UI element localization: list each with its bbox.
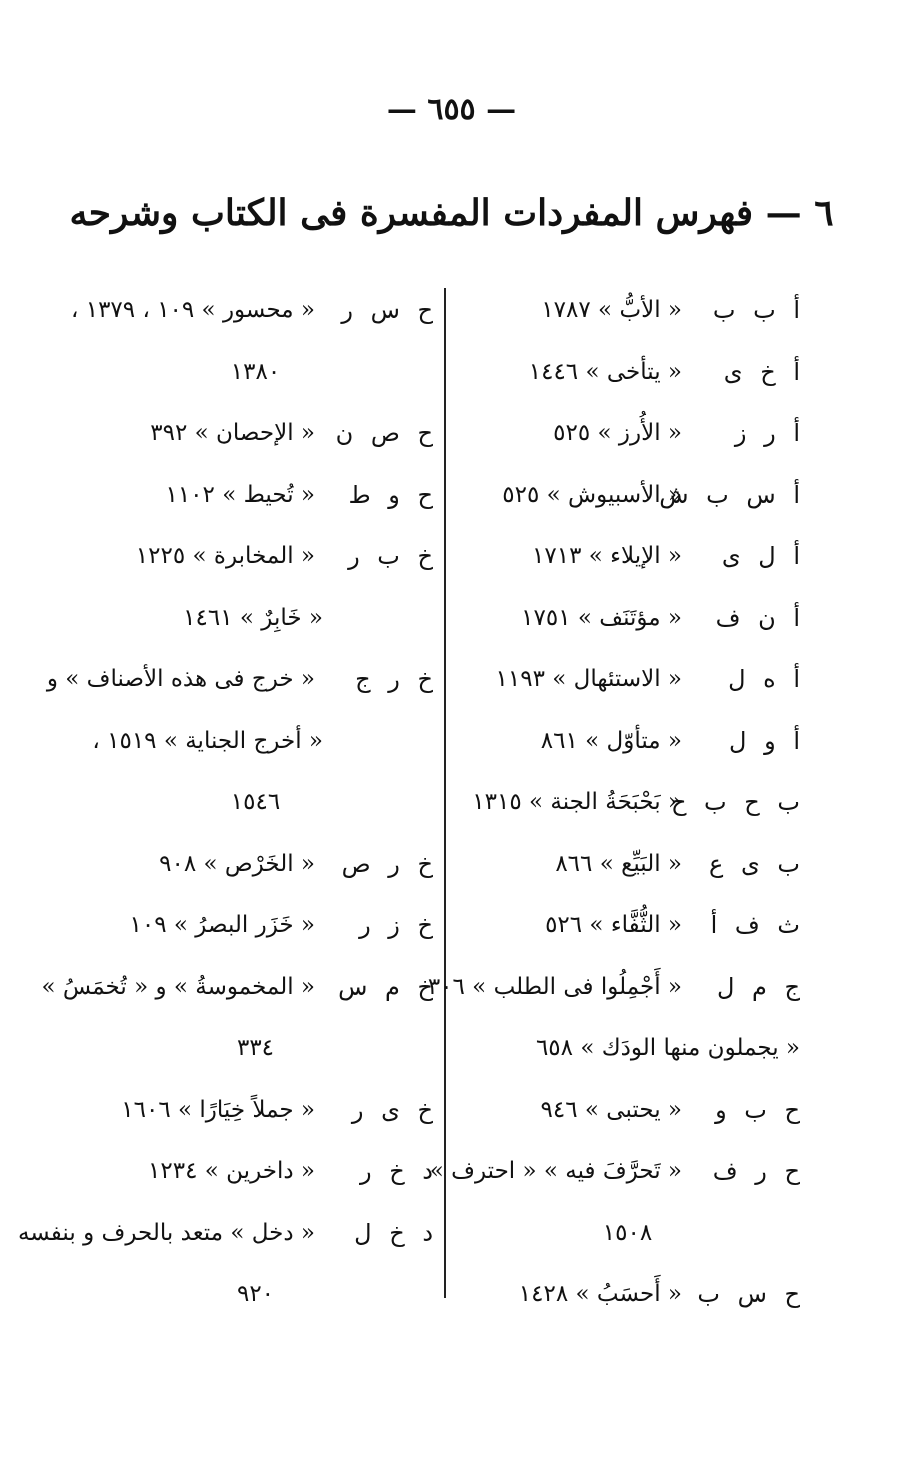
- entry-text: « يحتبى » ٩٤٦: [540, 1096, 682, 1123]
- index-row: [429, 1141, 800, 1203]
- entry-text: « الخَرْص » ٩٠٨: [159, 850, 315, 877]
- root-letters: أ ب ب: [712, 296, 800, 324]
- index-row: [46, 649, 433, 711]
- root-letters: ب ح ب ح: [670, 788, 800, 816]
- root-letters: أ ل ى: [721, 542, 800, 570]
- entry-text: « الإحصان » ٣٩٢: [150, 420, 315, 446]
- entry-text: « الأُرز » ٥٢٥: [553, 420, 682, 446]
- root-letters: أ خ ى: [723, 357, 800, 386]
- entry-text: « أَجْمِلُوا فى الطلب » ٣٠٦: [427, 973, 682, 1000]
- index-row-continuation: [455, 1018, 800, 1080]
- index-row: [455, 711, 800, 773]
- index-row-continuation: [78, 588, 433, 650]
- root-letters: خ ى ر: [351, 1095, 433, 1124]
- entry-text: « الأبُّ » ١٧٨٧: [541, 297, 682, 323]
- root-letters: خ ر ج: [355, 665, 433, 693]
- entry-text: « البَيِّع » ٨٦٦: [555, 850, 682, 877]
- entry-text: « محسور » ١٠٩ ، ١٣٧٩ ،: [70, 297, 315, 323]
- entry-text: « خرج فى هذه الأصناف » و: [46, 666, 315, 692]
- index-row-continuation: [78, 772, 433, 834]
- entry-text: « الإيلاء » ١٧١٣: [532, 543, 682, 569]
- right-column: [427, 280, 800, 1326]
- index-row-continuation: [78, 711, 433, 773]
- entry-text: ١٣٨٠: [230, 358, 281, 385]
- entry-text: « يتأخى » ١٤٤٦: [528, 358, 682, 385]
- root-letters: أ و ل: [729, 726, 800, 755]
- entry-text: « خَابِرٌ » ١٤٦١: [183, 604, 323, 631]
- index-row: [455, 588, 800, 650]
- entry-text: « خَزَر البصرُ » ١٠٩: [129, 912, 315, 938]
- root-letters: أ س ب ش: [659, 480, 800, 509]
- index-row: [70, 280, 433, 342]
- entry-text: ٣٣٤: [236, 1035, 275, 1061]
- root-letters: ح ر ف: [712, 1157, 800, 1185]
- index-row: [455, 1264, 800, 1326]
- index-row: [78, 526, 433, 588]
- index-row: [78, 465, 433, 527]
- page-title: ٦ — فهرس المفردات المفسرة فى الكتاب وشرحه: [69, 192, 834, 234]
- index-row-continuation: [78, 342, 433, 404]
- entry-text: ٩٢٠: [236, 1281, 275, 1307]
- entry-text: « مؤتَنَف » ١٧٥١: [521, 604, 682, 631]
- root-letters: ج م ل: [716, 972, 800, 1001]
- root-letters: ث ف أ: [710, 911, 800, 939]
- index-row: [455, 895, 800, 957]
- entry-text: « المخموسةُ » و « تُخمَسُ »: [41, 973, 315, 1000]
- root-letters: ح س ر: [341, 296, 433, 324]
- root-letters: خ ز ر: [359, 911, 433, 939]
- index-row: [78, 1080, 433, 1142]
- entry-text: « جملاً خِيَارًا » ١٦٠٦: [121, 1096, 315, 1123]
- root-letters: ح ب و: [715, 1095, 800, 1124]
- index-row: [455, 403, 800, 465]
- index-row: [455, 465, 800, 527]
- entry-text: « المخابرة » ١٢٢٥: [135, 543, 315, 569]
- entry-text: « الاستئهال » ١١٩٣: [495, 666, 682, 692]
- root-letters: خ ب ر: [348, 542, 433, 570]
- index-row: [17, 1203, 433, 1265]
- entry-text: « أخرج الجناية » ١٥١٩ ،: [92, 727, 323, 754]
- entry-text: « بَحْبَحَةُ الجنة » ١٣١٥: [472, 789, 682, 815]
- index-row: [455, 772, 800, 834]
- root-letters: ب ى ع: [709, 849, 800, 878]
- entry-text: « تُحيط » ١١٠٢: [165, 481, 315, 508]
- entry-text: ١٥٠٨: [602, 1219, 653, 1246]
- index-row: [455, 280, 800, 342]
- root-letters: ح و ط: [348, 480, 433, 509]
- entry-text: « أَحسَبُ » ١٤٢٨: [518, 1281, 682, 1307]
- index-row-continuation: [78, 1264, 433, 1326]
- root-letters: أ ن ف: [715, 603, 800, 632]
- index-row: [41, 957, 433, 1019]
- root-letters: ح س ب: [697, 1280, 800, 1308]
- entry-text: « تَحرَّفَ فيه » « احترف »: [429, 1158, 682, 1184]
- index-row-continuation: [78, 1018, 433, 1080]
- entry-text: « داخرين » ١٢٣٤: [148, 1158, 315, 1184]
- index-row: [78, 1141, 433, 1203]
- root-letters: أ ر ز: [734, 419, 800, 447]
- entry-text: ١٥٤٦: [230, 789, 281, 815]
- root-letters: خ م س: [338, 972, 433, 1001]
- index-row: [455, 649, 800, 711]
- left-column: [17, 280, 433, 1326]
- entry-text: « متأوّل » ٨٦١: [540, 727, 682, 754]
- index-row: [78, 895, 433, 957]
- index-row: [78, 834, 433, 896]
- index-row: [78, 403, 433, 465]
- index-row: [455, 342, 800, 404]
- index-row: [455, 834, 800, 896]
- index-row: [455, 1080, 800, 1142]
- page-number: — ٦٥٥ —: [386, 92, 517, 127]
- root-letters: ح ص ن: [335, 419, 433, 447]
- root-letters: أ ه ل: [728, 665, 800, 693]
- index-row: [455, 526, 800, 588]
- index-row-continuation: [455, 1203, 800, 1265]
- index-row: [427, 957, 800, 1019]
- root-letters: د خ ل: [354, 1218, 433, 1247]
- root-letters: خ ر ص: [341, 849, 433, 878]
- root-letters: د خ ر: [359, 1157, 433, 1185]
- entry-text: « دخل » متعد بالحرف و بنفسه: [17, 1219, 315, 1246]
- entry-text: « الثُّفَّاء » ٥٢٦: [545, 912, 682, 938]
- entry-text: « الأسبيوش » ٥٢٥: [502, 481, 682, 508]
- entry-text: « يجملون منها الودَك » ٦٥٨: [535, 1035, 800, 1061]
